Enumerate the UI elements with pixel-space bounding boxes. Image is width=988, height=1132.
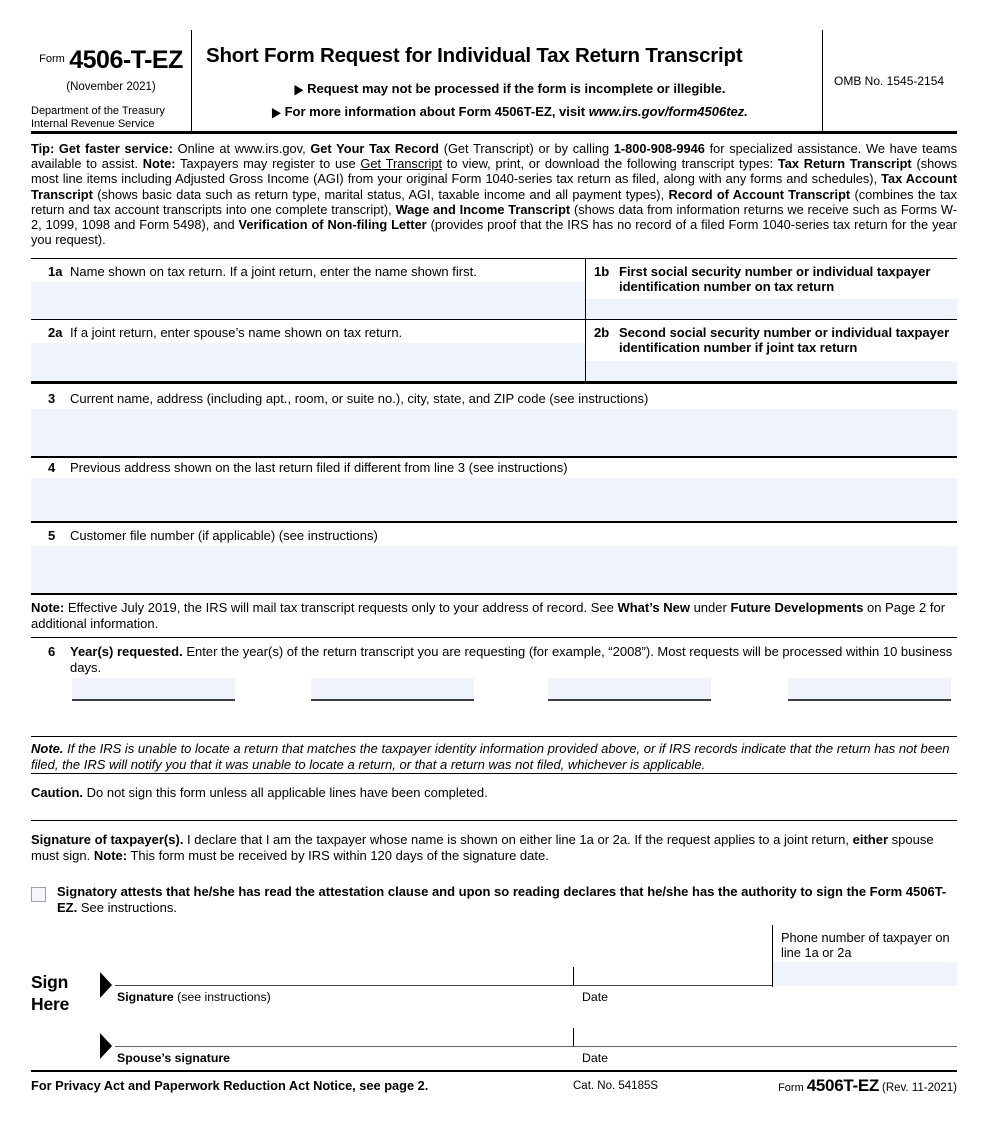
- caution-paragraph: Caution. Do not sign this form unless all applicable lines have been completed.: [31, 785, 488, 800]
- line-1a-number: 1a: [48, 264, 63, 279]
- sign-arrow-icon: [100, 972, 112, 998]
- date-field-label: Date: [582, 990, 608, 1004]
- spouse-date-field-label: Date: [582, 1051, 608, 1065]
- first-ssn-input-area[interactable]: [586, 299, 957, 319]
- table-row: [31, 259, 957, 320]
- year-requested-field-3[interactable]: [548, 678, 711, 701]
- taxpayer-signature-field[interactable]: [115, 985, 772, 986]
- line-6-label: 6 Year(s) requested. Enter the year(s) of the return transcript you are requesting (for example, “2008”). Most requests will be processed within 10 business days.: [48, 644, 953, 675]
- line-3-label: 3 Current name, address (including apt., room, or suite no.), city, state, and ZIP code (see instructions): [48, 391, 649, 406]
- line-6-number: 6: [48, 644, 56, 659]
- date-column-tick: [573, 967, 574, 985]
- line-5-label: 5 Customer file number (if applicable) (see instructions): [48, 528, 378, 543]
- footer-form-signature: [778, 1076, 957, 1096]
- line-4-number: 4: [48, 460, 56, 475]
- catalog-number: Cat. No. 54185S: [573, 1080, 659, 1092]
- current-address-input-area[interactable]: [31, 409, 957, 456]
- header-bullet-2: ▶ For more information about Form 4506T-EZ, visit www.irs.gov/form4506tez.: [206, 101, 814, 124]
- year-requested-field-2[interactable]: [311, 678, 474, 701]
- arrow-bullet-icon: ▶: [294, 83, 304, 97]
- footer-revision: (Rev. 11-2021): [882, 1082, 957, 1094]
- signature-statement-paragraph: Signature of taxpayer(s). I declare that I am the taxpayer whose name is shown on either line 1a or 2a. If the request applies to a joint return, either spouse must sign. Note: This form must be received by IRS within 120 days of the signature date.: [31, 832, 934, 863]
- line-5-number: 5: [48, 528, 56, 543]
- note-address-paragraph: Note: Effective July 2019, the IRS will mail tax transcript requests only to your address of record. See What’s New under Future Developments on Page 2 for additional information.: [31, 600, 946, 631]
- line-1a-label: 1a Name shown on tax return. If a joint return, enter the name shown first.: [48, 264, 477, 279]
- header-bullet-1: ▶ Request may not be processed if the form is incomplete or illegible.: [206, 78, 814, 101]
- line-5-section: [31, 528, 957, 595]
- attestation-row: [31, 884, 957, 916]
- line-3-number: 3: [48, 391, 56, 406]
- form-number: 4506-T-EZ: [69, 46, 183, 74]
- divider: [31, 736, 957, 737]
- sign-arrow-icon: [100, 1033, 112, 1059]
- years-requested-fields: [31, 678, 957, 702]
- year-requested-field-1[interactable]: [72, 678, 235, 701]
- phone-number-input-area[interactable]: [773, 962, 957, 986]
- previous-address-input-area[interactable]: [31, 478, 957, 521]
- second-ssn-input-area[interactable]: [586, 361, 957, 381]
- footer: [31, 1076, 957, 1098]
- note-locate-paragraph: Note. If the IRS is unable to locate a return that matches the taxpayer identity information provided above, or if IRS records indicate that the return has not been filed, the IRS will notify you that it was unable to locate a return, or that a return was not filed, whichever is applicable.: [31, 741, 950, 772]
- footer-rule: [31, 1070, 957, 1072]
- here-word: Here: [31, 994, 70, 1014]
- privacy-act-notice: For Privacy Act and Paperwork Reduction Act Notice, see page 2.: [31, 1078, 429, 1093]
- spouse-name-input-area[interactable]: [31, 343, 585, 381]
- divider: [31, 820, 957, 821]
- form-word: Form: [39, 53, 65, 65]
- name-ssn-table: [31, 258, 957, 384]
- page-title: Short Form Request for Individual Tax Return Transcript: [206, 44, 743, 67]
- form-identity-block: [31, 30, 191, 131]
- attestation-checkbox[interactable]: [31, 887, 46, 902]
- footer-form-number: 4506T-EZ: [806, 1076, 879, 1095]
- line-1b-number: 1b: [594, 264, 610, 279]
- form-revision-date: (November 2021): [66, 81, 156, 93]
- line-2b-label: 2b Second social security number or individual taxpayer identification number if joint tax return: [594, 325, 950, 355]
- line-6-section: [31, 644, 957, 676]
- spouse-signature-field[interactable]: [115, 1046, 957, 1047]
- divider: [31, 637, 957, 638]
- sign-word: Sign: [31, 972, 69, 992]
- spouse-signature-field-label: Spouse’s signature: [117, 1051, 230, 1065]
- dept-treasury-line: Department of the Treasury: [31, 105, 165, 117]
- name-input-area[interactable]: [31, 282, 585, 319]
- sign-here-area: [31, 920, 957, 1070]
- line-2b-number: 2b: [594, 325, 610, 340]
- line-2a-label: 2a If a joint return, enter spouse’s name shown on tax return.: [48, 325, 403, 340]
- year-requested-field-4[interactable]: [788, 678, 951, 701]
- date-column-tick: [573, 1028, 574, 1046]
- phone-number-label: Phone number of taxpayer on line 1a or 2a: [781, 930, 950, 960]
- customer-file-number-input-area[interactable]: [31, 546, 957, 593]
- arrow-bullet-icon: ▶: [272, 106, 281, 120]
- line-1b-label: 1b First social security number or individual taxpayer identification number on tax return: [594, 264, 931, 294]
- irs-line: Internal Revenue Service: [31, 117, 155, 130]
- divider: [31, 773, 957, 774]
- footer-form-word: Form: [778, 1082, 804, 1094]
- omb-number: OMB No. 1545-2154: [834, 73, 945, 88]
- line-4-section: [31, 460, 957, 523]
- attestation-label: Signatory attests that he/she has read the attestation clause and upon so reading declares that he/she has the authority to sign the Form 4506T-EZ. See instructions.: [57, 884, 947, 915]
- line-3-section: [31, 391, 957, 458]
- line-4-label: 4 Previous address shown on the last return filed if different from line 3 (see instructions): [48, 460, 568, 475]
- line-2a-number: 2a: [48, 325, 63, 340]
- tip-paragraph: Tip: Get faster service: Online at www.irs.gov, Get Your Tax Record (Get Transcript) or by calling 1-800-908-9946 for specialized assistance. We have teams available to assist. Note: Taxpayers may register to use Get Transcript to view, print, or download the following transcript types: Tax Return Transcript (shows most line items including Adjusted Gross Income (AGI) from your original Form 1040-series tax return as filed, along with any forms and schedules), Tax Account Transcript (shows basic data such as return type, marital status, AGI, taxable income and all payment types), Record of Account Transcript (combines the tax return and tax account transcripts into one complete transcript), Wage and Income Transcript (shows data from information returns we receive such as Forms W-2, 1099, 1098 and Form 5498), and Verification of Non-filing Letter (provides proof that the IRS has no record of a filed Form 1040-series tax return for the year you request).: [31, 141, 958, 248]
- signature-field-label: Signature (see instructions): [117, 990, 271, 1004]
- table-row: [31, 320, 957, 381]
- form-header: [31, 30, 957, 134]
